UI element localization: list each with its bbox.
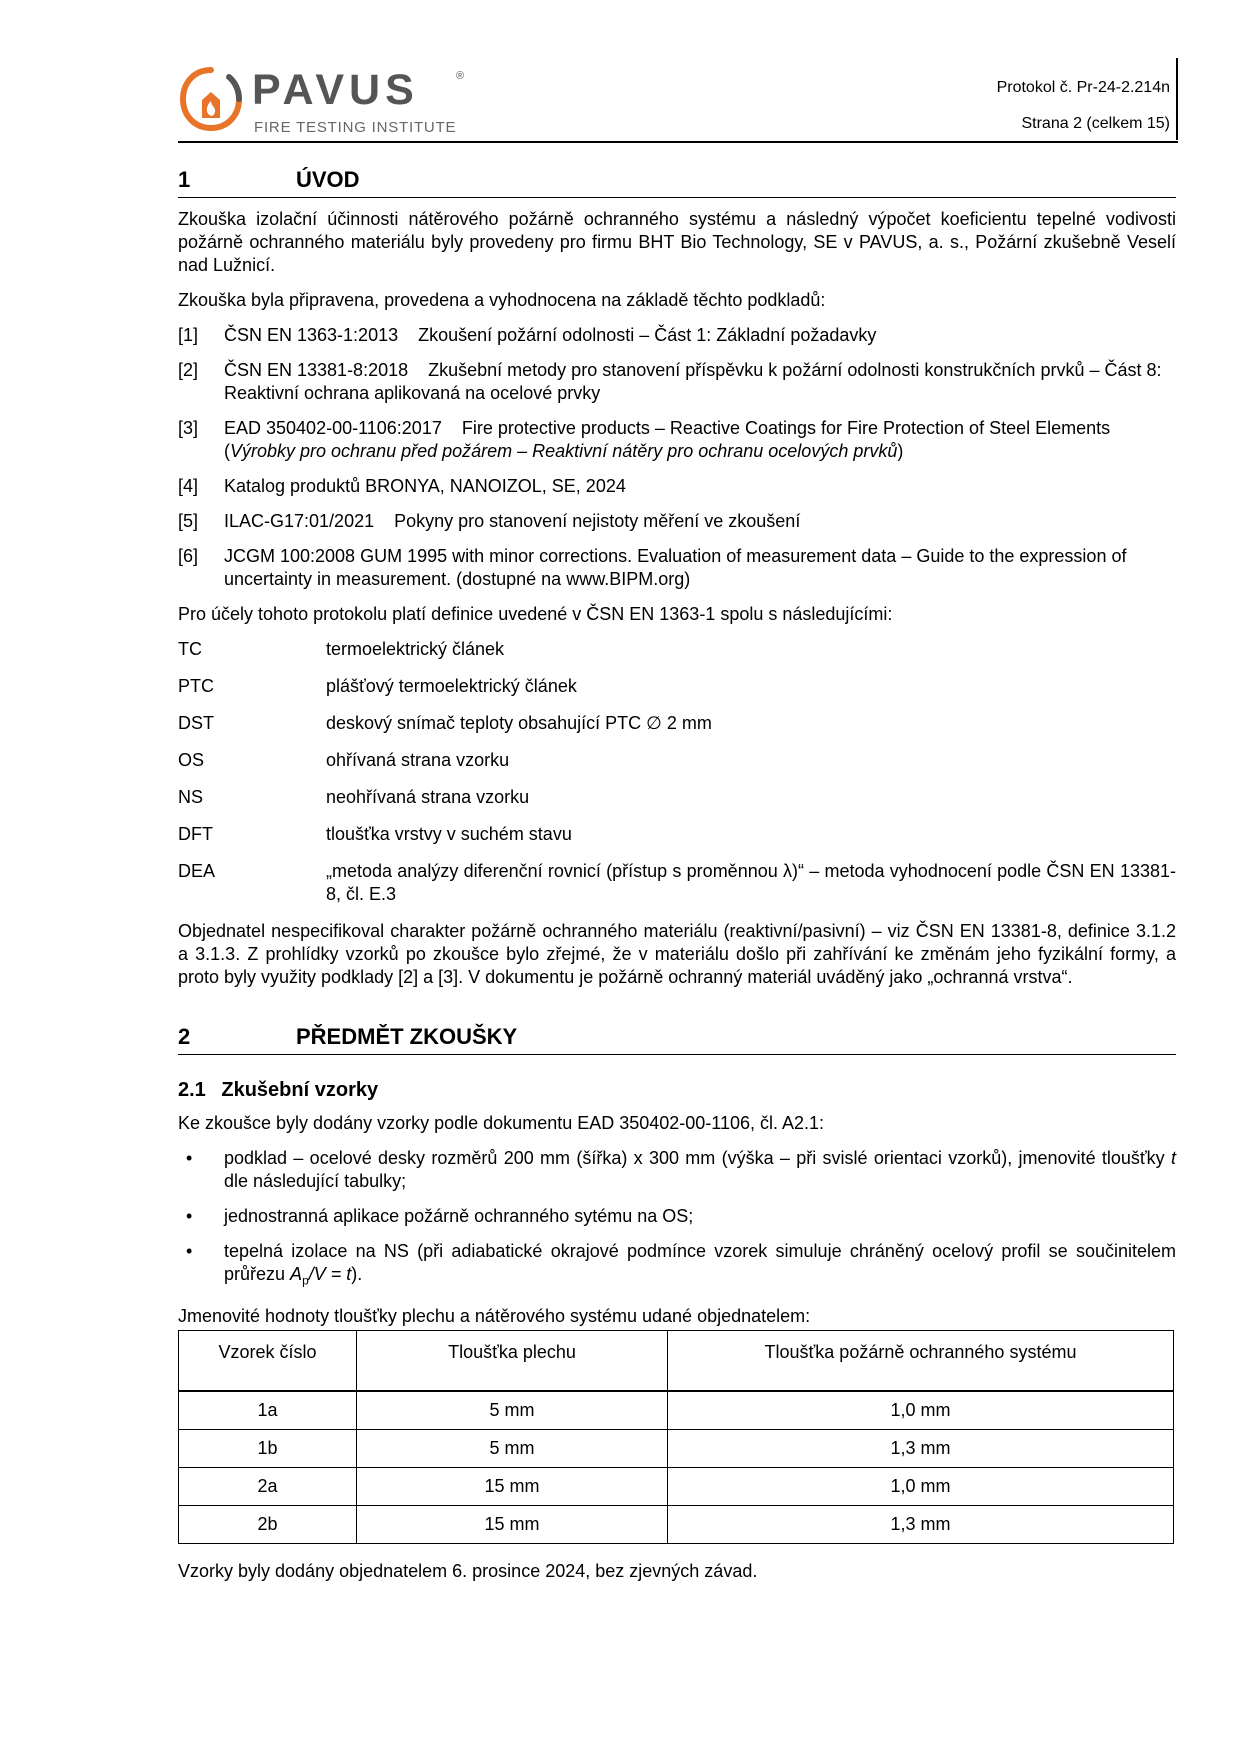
reference-list bbox=[178, 324, 1176, 591]
samples-table bbox=[178, 1330, 1174, 1544]
section-title: PŘEDMĚT ZKOUŠKY bbox=[296, 1024, 518, 1049]
table-header-cell: Vzorek číslo bbox=[179, 1330, 357, 1391]
definition-list bbox=[178, 638, 1176, 906]
definition-desc: „metoda analýzy diferenční rovnicí (přístup s proměnnou λ)“ – metoda vyhodnocení podle ČSN EN 13381-8, čl. E.3 bbox=[326, 861, 1176, 904]
reference-text-tail: ) bbox=[897, 441, 904, 461]
table-cell: 1,0 mm bbox=[668, 1391, 1174, 1430]
table-row bbox=[179, 1467, 1174, 1505]
registered-mark: ® bbox=[456, 70, 465, 82]
definition-desc: termoelektrický článek bbox=[326, 639, 505, 659]
bullet-dot: • bbox=[186, 1241, 193, 1261]
basis-paragraph: Zkouška byla připravena, provedena a vyhodnocena na základě těchto podkladů: bbox=[178, 290, 826, 310]
header-divider bbox=[178, 141, 1178, 143]
table-cell: 15 mm bbox=[357, 1467, 668, 1505]
reference-number: [6] bbox=[178, 546, 199, 566]
subsection-number: 2.1 bbox=[178, 1079, 206, 1101]
table-header-row bbox=[179, 1330, 1174, 1391]
table-cell: 1a bbox=[179, 1391, 357, 1430]
reference-number: [3] bbox=[178, 418, 199, 438]
definition-term: TC bbox=[178, 639, 202, 659]
reference-text: Katalog produktů BRONYA, NANOIZOL, SE, 2024 bbox=[224, 476, 626, 496]
reference-number: [4] bbox=[178, 476, 199, 496]
intro-paragraph: Zkouška izolační účinnosti nátěrového požárně ochranného systému a následný výpočet koeficientu tepelné vodivosti požárně ochranného materiálu byly provedeny pro firmu BHT Bio Technology, SE v PAVUS, a. s., Požární zkušebně Veselí nad Lužnicí. bbox=[178, 209, 1176, 275]
definition-term: PTC bbox=[178, 676, 214, 696]
definition-term: DST bbox=[178, 713, 214, 733]
bullet-item bbox=[178, 1240, 1176, 1293]
subsection-heading bbox=[178, 1079, 1176, 1102]
reference-item bbox=[178, 545, 1176, 591]
header-meta bbox=[997, 70, 1170, 142]
bullet-dot: • bbox=[186, 1148, 193, 1168]
bullet-dot: • bbox=[186, 1206, 193, 1226]
bullet-text bbox=[224, 1240, 1176, 1293]
table-cell: 1,3 mm bbox=[668, 1505, 1174, 1543]
bullet-text-part: ). bbox=[351, 1264, 363, 1284]
bullet-item bbox=[178, 1147, 1176, 1193]
bullet-text-italic: t bbox=[1170, 1148, 1176, 1168]
definition-item bbox=[178, 675, 1176, 698]
table-row bbox=[179, 1429, 1174, 1467]
definition-item bbox=[178, 786, 1176, 809]
definition-term: NS bbox=[178, 787, 204, 807]
definitions-intro: Pro účely tohoto protokolu platí definice uvedené v ČSN EN 1363-1 spolu s následujícími: bbox=[178, 604, 893, 624]
table-row bbox=[179, 1505, 1174, 1543]
reference-item bbox=[178, 324, 1176, 347]
bullet-text-part: tepelná izolace na NS (při adiabatické okrajové podmínce vzorek simuluje chráněný ocelový profil se součinitelem průřezu bbox=[224, 1241, 1176, 1284]
definition-desc: neohřívaná strana vzorku bbox=[326, 787, 530, 807]
reference-item bbox=[178, 510, 1176, 533]
definition-desc: deskový snímač teploty obsahující PTC ∅ 2 mm bbox=[326, 713, 712, 733]
table-cell: 1b bbox=[179, 1429, 357, 1467]
bullet-text bbox=[224, 1147, 1176, 1193]
table-cell: 5 mm bbox=[357, 1429, 668, 1467]
definition-desc: ohřívaná strana vzorku bbox=[326, 750, 510, 770]
bullet-list bbox=[178, 1147, 1176, 1293]
reference-number: [1] bbox=[178, 325, 199, 345]
definition-item bbox=[178, 749, 1176, 772]
reference-text: ČSN EN 1363-1:2013 Zkoušení požární odolnosti – Část 1: Základní požadavky bbox=[224, 325, 877, 345]
samples-intro: Ke zkoušce byly dodány vzorky podle dokumentu EAD 350402-00-1106, čl. A2.1: bbox=[178, 1113, 825, 1133]
reference-text: JCGM 100:2008 GUM 1995 with minor corrections. Evaluation of measurement data – Guide to the expression of uncertainty in measurement. (dostupné na www.BIPM.org) bbox=[224, 546, 1127, 589]
client-note-paragraph: Objednatel nespecifikoval charakter požárně ochranného materiálu (reaktivní/pasivní) – viz ČSN EN 13381-8, definice 3.1.2 a 3.1.3. Z prohlídky vzorků po zkoušce bylo zřejmé, že v materiálu došlo při zahřívání ke změnám jeho fyzikální formy, a proto byly využity podklady [2] a [3]. V dokumentu je požárně ochranný materiál uváděný jako „ochranná vrstva“. bbox=[178, 921, 1176, 987]
section-heading-2 bbox=[178, 1025, 1176, 1055]
bullet-item bbox=[178, 1205, 1176, 1228]
reference-number: [2] bbox=[178, 360, 199, 380]
reference-text: ČSN EN 13381-8:2018 Zkušební metody pro stanovení příspěvku k požární odolnosti konstrukčních prvků – Část 8: Reaktivní ochrana aplikovaná na ocelové prvky bbox=[224, 360, 1167, 403]
page-number: Strana 2 (celkem 15) bbox=[1021, 115, 1170, 132]
bullet-text-italic: /V = t bbox=[308, 1264, 352, 1284]
table-cell: 15 mm bbox=[357, 1505, 668, 1543]
header-divider-vertical bbox=[1176, 58, 1178, 140]
reference-item bbox=[178, 475, 1176, 498]
subsection-title: Zkušební vzorky bbox=[221, 1079, 379, 1101]
table-cell: 1,0 mm bbox=[668, 1467, 1174, 1505]
definition-item bbox=[178, 823, 1176, 846]
table-row bbox=[179, 1391, 1174, 1430]
table-cell: 2b bbox=[179, 1505, 357, 1543]
reference-item bbox=[178, 417, 1176, 463]
definition-term: OS bbox=[178, 750, 205, 770]
bullet-text-italic: A bbox=[290, 1264, 303, 1284]
page-content bbox=[178, 168, 1176, 1595]
table-cell: 2a bbox=[179, 1467, 357, 1505]
section-number: 1 bbox=[178, 167, 191, 192]
reference-text bbox=[224, 417, 1176, 463]
bullet-text-subscript: p bbox=[302, 1273, 309, 1288]
reference-text-italic: Výrobky pro ochranu před požárem – Reaktivní nátěry pro ochranu ocelových prvků bbox=[230, 441, 898, 461]
definition-item bbox=[178, 638, 1176, 661]
table-caption: Jmenovité hodnoty tloušťky plechu a nátěrového systému udané objednatelem: bbox=[178, 1305, 811, 1326]
page-header bbox=[178, 58, 1178, 144]
definition-term: DEA bbox=[178, 861, 216, 881]
brand-subtitle: FIRE TESTING INSTITUTE bbox=[254, 119, 457, 136]
pavus-flame-logo-icon bbox=[178, 66, 244, 132]
definition-desc: tloušťka vrstvy v suchém stavu bbox=[326, 824, 572, 844]
reference-number: [5] bbox=[178, 511, 199, 531]
delivery-paragraph: Vzorky byly dodány objednatelem 6. prosince 2024, bez zjevných závad. bbox=[178, 1560, 758, 1581]
definition-desc: plášťový termoelektrický článek bbox=[326, 676, 577, 696]
section-title: ÚVOD bbox=[296, 167, 360, 192]
table-header-cell: Tloušťka požárně ochranného systému bbox=[668, 1330, 1174, 1391]
table-cell: 1,3 mm bbox=[668, 1429, 1174, 1467]
reference-text: ILAC-G17:01/2021 Pokyny pro stanovení nejistoty měření ve zkoušení bbox=[224, 511, 801, 531]
bullet-text: jednostranná aplikace požárně ochranného sytému na OS; bbox=[224, 1206, 694, 1226]
reference-text-main: EAD 350402-00-1106:2017 Fire protective products – Reactive Coatings for Fire Protection of Steel Elements ( bbox=[224, 418, 1116, 461]
table-cell: 5 mm bbox=[357, 1391, 668, 1430]
reference-item bbox=[178, 359, 1176, 405]
definition-item bbox=[178, 712, 1176, 735]
table-header-cell: Tloušťka plechu bbox=[357, 1330, 668, 1391]
pavus-logo bbox=[178, 66, 478, 136]
brand-name: PAVUS bbox=[252, 66, 419, 114]
protocol-number: Protokol č. Pr-24-2.214n bbox=[996, 79, 1170, 96]
section-number: 2 bbox=[178, 1024, 191, 1049]
section-heading-1 bbox=[178, 168, 1176, 198]
bullet-text-part: podklad – ocelové desky rozměrů 200 mm (šířka) x 300 mm (výška – při svislé orientaci vzorků), jmenovité tloušťky bbox=[224, 1148, 1171, 1168]
bullet-text-part: dle následující tabulky; bbox=[224, 1171, 407, 1191]
definition-term: DFT bbox=[178, 824, 213, 844]
definition-item bbox=[178, 860, 1176, 906]
